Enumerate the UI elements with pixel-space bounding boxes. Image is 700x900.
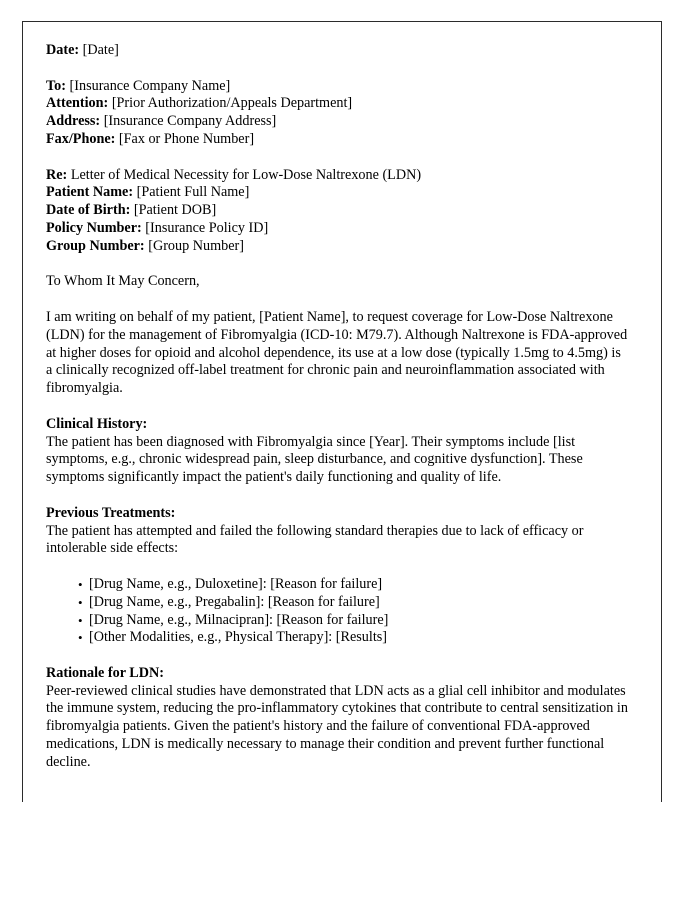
rationale-block [46, 665, 645, 772]
recipient-to-value: [Insurance Company Name] [69, 77, 231, 94]
previous-treatments-body: The patient has attempted and failed the following standard therapies due to lack of efficacy or intolerable side effects: [46, 522, 584, 557]
date-block [46, 42, 645, 60]
date-of-birth-label: Date of Birth: [46, 202, 131, 219]
group-number-line [46, 238, 645, 256]
clinical-history-block [46, 416, 645, 487]
previous-treatments-heading: Previous Treatments: [46, 504, 176, 521]
clinical-history-body: The patient has been diagnosed with Fibromyalgia since [Year]. Their symptoms include [list symptoms, e.g., chronic widespread pain, sleep disturbance, and cognitive dysfunction]. These symptoms significantly impact the patient's daily functioning and quality of life. [46, 433, 583, 486]
subject-block [46, 167, 645, 256]
date-of-birth-line [46, 202, 645, 220]
subject-re-value: Letter of Medical Necessity for Low-Dose Naltrexone (LDN) [70, 166, 422, 183]
recipient-to-label: To: [46, 77, 66, 94]
policy-number-label: Policy Number: [46, 219, 142, 236]
date-label: Date: [46, 42, 80, 58]
subject-re-label: Re: [46, 166, 68, 183]
recipient-address-value: [Insurance Company Address] [103, 113, 277, 130]
recipient-attention-label: Attention: [46, 95, 109, 112]
list-item: • [Drug Name, e.g., Milnacipran]: [Reason for failure] [89, 612, 645, 630]
recipient-attention-line [46, 95, 645, 113]
policy-number-line [46, 220, 645, 238]
rationale-heading: Rationale for LDN: [46, 664, 164, 681]
group-number-value: [Group Number] [148, 237, 244, 254]
salutation-block [46, 273, 645, 291]
previous-treatments-block [46, 505, 645, 647]
clinical-history-heading: Clinical History: [46, 415, 148, 432]
list-item: • [Other Modalities, e.g., Physical Therapy]: [Results] [89, 629, 645, 647]
subject-re-line [46, 167, 645, 185]
intro-paragraph: I am writing on behalf of my patient, [Patient Name], to request coverage for Low-Dose Naltrexone (LDN) for the management of Fibromyalgia (ICD-10: M79.7). Although Naltrexone is FDA-approved at higher doses for opioid and alcohol dependence, its use at a low dose (typically 1.5mg to 4.5mg) is a clinically recognized off-label treatment for chronic pain and neuroinflammation associated with fibromyalgia. [46, 308, 628, 397]
patient-name-value: [Patient Full Name] [136, 184, 250, 201]
list-item: • [Drug Name, e.g., Duloxetine]: [Reason for failure] [89, 576, 645, 594]
patient-name-line [46, 184, 645, 202]
letter-body [46, 42, 645, 772]
intro-block [46, 309, 645, 398]
recipient-block [46, 78, 645, 149]
recipient-address-label: Address: [46, 113, 101, 130]
date-value: [Date] [82, 42, 119, 58]
policy-number-value: [Insurance Policy ID] [145, 219, 269, 236]
document-page [22, 21, 662, 802]
recipient-attention-value: [Prior Authorization/Appeals Department] [111, 95, 353, 112]
rationale-body: Peer-reviewed clinical studies have demonstrated that LDN acts as a glial cell inhibitor and modulates the immune system, reducing the pro-inflammatory cytokines that contribute to central sensitization in fibromyalgia patients. Given the patient's history and the failure of conventional FDA-approved medications, LDN is medically necessary to manage their condition and prevent further functional decline. [46, 682, 628, 770]
group-number-label: Group Number: [46, 237, 145, 254]
date-line [46, 42, 645, 60]
salutation-text: To Whom It May Concern, [46, 273, 200, 290]
recipient-faxphone-line [46, 131, 645, 149]
recipient-to-line [46, 78, 645, 96]
recipient-address-line [46, 113, 645, 131]
list-item: • [Drug Name, e.g., Pregabalin]: [Reason for failure] [89, 594, 645, 612]
date-of-birth-value: [Patient DOB] [133, 202, 217, 219]
recipient-faxphone-label: Fax/Phone: [46, 130, 116, 147]
previous-treatments-list [46, 576, 645, 647]
recipient-faxphone-value: [Fax or Phone Number] [118, 130, 255, 147]
patient-name-label: Patient Name: [46, 184, 134, 201]
